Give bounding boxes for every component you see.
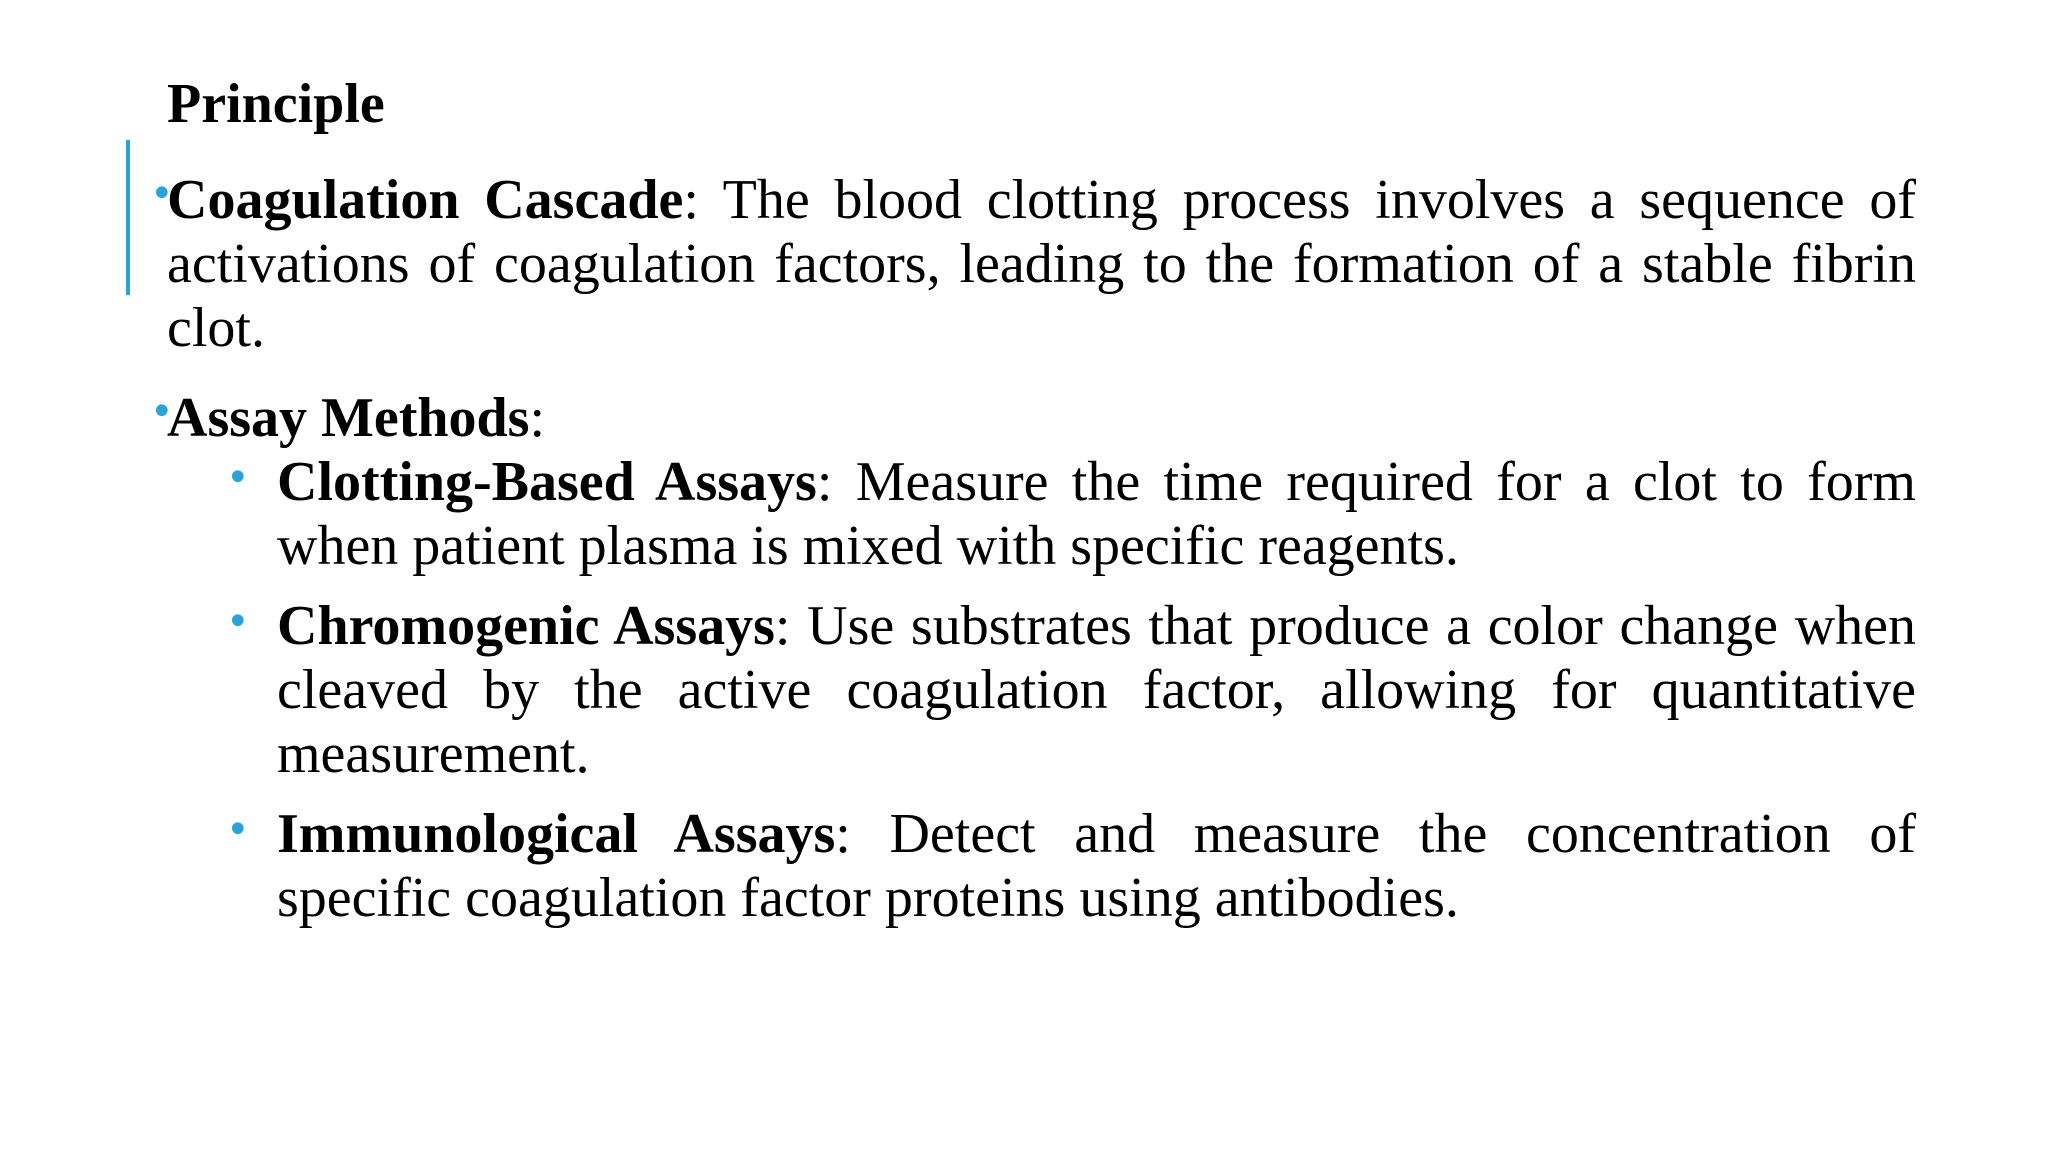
sub-bullet-list — [150, 450, 1916, 930]
sub-bullet-dot-icon: • — [226, 455, 250, 501]
sub-bullet-text: Use substrates that produce a color change when cleaved by the active coagulation factor, allowing for quantitative measurement. — [277, 595, 1916, 785]
sub-bullet-separator: : — [816, 451, 833, 513]
bullet-term: Coagulation Cascade — [167, 169, 684, 231]
bullet-coagulation-cascade — [150, 168, 1916, 360]
sub-bullet-term: Immunological Assays — [277, 803, 836, 865]
sub-bullet-dot-icon: • — [226, 807, 250, 853]
sub-bullet-text: Measure the time required for a clot to form when patient plasma is mixed with specific reagents. — [277, 451, 1916, 577]
bullet-dot-icon: • — [150, 171, 174, 217]
sub-bullet-clotting-based — [226, 450, 1916, 578]
sub-bullet-separator: : — [835, 803, 851, 865]
sub-bullet-term: Chromogenic Assays — [277, 595, 775, 657]
sub-bullet-term: Clotting-Based Assays — [277, 451, 817, 513]
bullet-list — [150, 168, 1916, 946]
sub-bullet-chromogenic — [226, 594, 1916, 786]
sub-bullet-separator: : — [774, 595, 791, 657]
sub-bullet-dot-icon: • — [226, 599, 250, 645]
accent-bar — [126, 140, 130, 295]
bullet-assay-methods — [150, 386, 1916, 450]
slide-heading: Principle — [167, 73, 385, 135]
bullet-separator: : — [683, 169, 699, 231]
sub-bullet-text: Detect and measure the concentration of specific coagulation factor proteins using antibodies. — [277, 803, 1917, 929]
bullet-dot-icon: • — [150, 389, 174, 435]
sub-bullet-immunological — [226, 802, 1917, 930]
bullet-term: Assay Methods — [167, 387, 530, 449]
bullet-text: The blood clotting process involves a sequence of activations of coagulation factors, leading to the formation of a stable fibrin clot. — [167, 169, 1916, 359]
bullet-separator: : — [529, 387, 546, 449]
